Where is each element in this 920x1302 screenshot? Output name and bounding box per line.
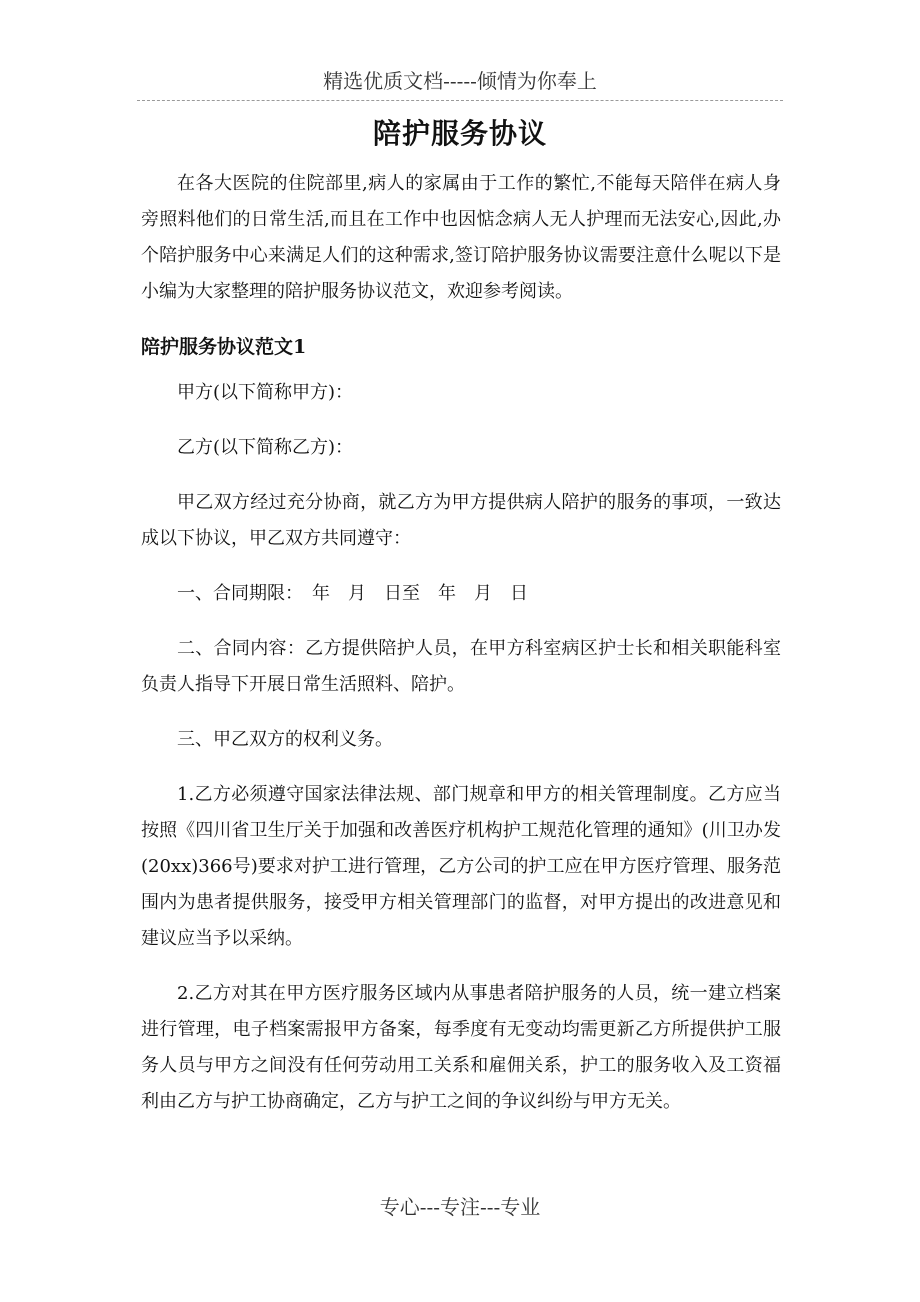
page-footer: 专心---专注---专业 (379, 1195, 541, 1219)
party-b-line: 乙方(以下简称乙方)： (177, 437, 354, 458)
clause-content: 二、合同内容：乙方提供陪护人员，在甲方科室病区护士长和相关职能科室负责人指导下开展日常生活照料、陪护。 (141, 638, 781, 695)
section-heading: 陪护服务协议范文1 (141, 336, 307, 358)
page-header: 精选优质文档-----倾情为你奉上 (137, 66, 783, 101)
party-a-line: 甲方(以下简称甲方)： (177, 382, 354, 403)
clause-term: 一、合同期限： 年 月 日至 年 月 日 (177, 583, 528, 604)
document-body (141, 166, 781, 1139)
intro-paragraph: 在各大医院的住院部里,病人的家属由于工作的繁忙,不能每天陪伴在病人身旁照料他们的日常生活,而且在工作中也因惦念病人无人护理而无法安心,因此,办个陪护服务中心来满足人们的这种需求,签订陪护服务协议需要注意什么呢以下是小编为大家整理的陪护服务协议范文，欢迎参考阅读。 (141, 173, 781, 302)
agreement-preamble: 甲乙双方经过充分协商，就乙方为甲方提供病人陪护的服务的事项，一致达成以下协议，甲乙双方共同遵守： (141, 492, 781, 549)
clause-item-1: 1.乙方必须遵守国家法律法规、部门规章和甲方的相关管理制度。乙方应当按照《四川省卫生厅关于加强和改善医疗机构护工规范化管理的通知》(川卫办发(20xx)366号)要求对护工进行管理，乙方公司的护工应在甲方医疗管理、服务范围内为患者提供服务，接受甲方相关管理部门的监督，对甲方提出的改进意见和建议应当予以采纳。 (141, 784, 781, 949)
document-title: 陪护服务协议 (372, 117, 547, 150)
clause-rights: 三、甲乙双方的权利义务。 (177, 729, 393, 750)
clause-item-2: 2.乙方对其在甲方医疗服务区域内从事患者陪护服务的人员，统一建立档案进行管理，电子档案需报甲方备案，每季度有无变动均需更新乙方所提供护工服务人员与甲方之间没有任何劳动用工关系和雇佣关系，护工的服务收入及工资福利由乙方与护工协商确定，乙方与护工之间的争议纠纷与甲方无关。 (141, 983, 781, 1112)
